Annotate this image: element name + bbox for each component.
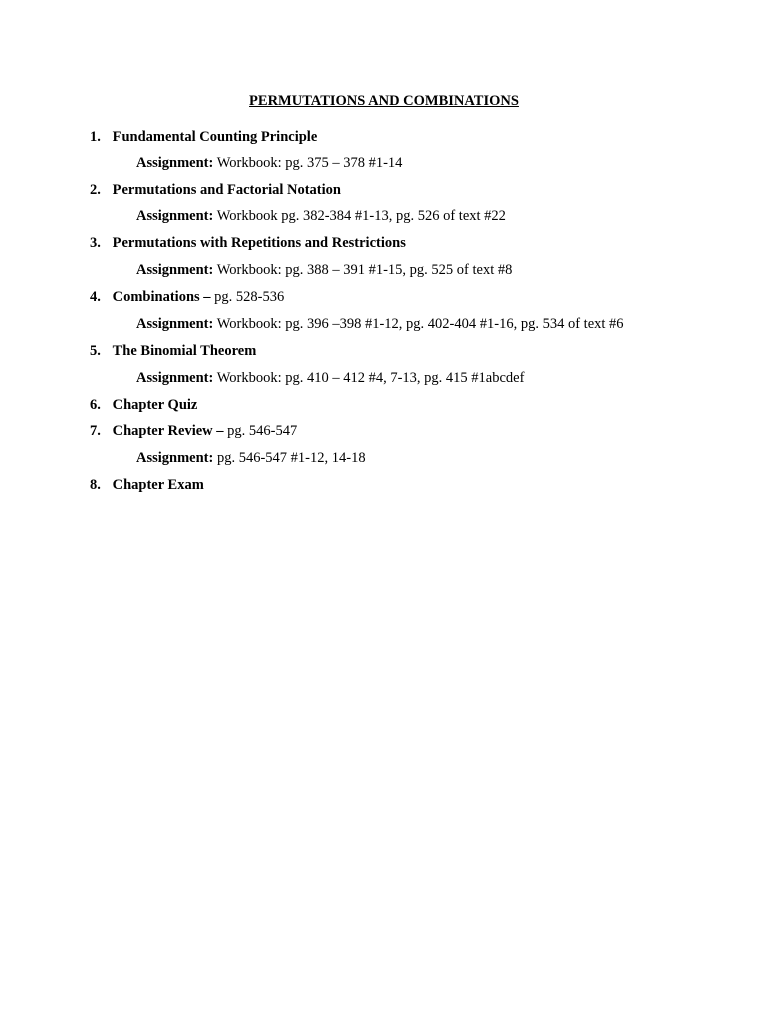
- assignment-label: Assignment:: [136, 155, 214, 171]
- topic-heading: Chapter Exam: [112, 477, 204, 493]
- assignment-label: Assignment:: [136, 316, 214, 332]
- topic-number: 3.: [90, 235, 101, 251]
- assignment-text: Workbook: pg. 388 – 391 #1-15, pg. 525 of text #8: [216, 262, 513, 278]
- assignment-text: Workbook pg. 382-384 #1-13, pg. 526 of text #22: [216, 208, 506, 224]
- topic-heading: Permutations and Factorial Notation: [112, 182, 341, 198]
- assignment-label: Assignment:: [136, 262, 214, 278]
- topic-2: [90, 182, 341, 199]
- topic-6: [90, 397, 197, 414]
- topic-number: 2.: [90, 182, 101, 198]
- assignment-text: pg. 546-547 #1-12, 14-18: [216, 450, 366, 466]
- topic-1: [90, 129, 317, 146]
- topic-heading: The Binomial Theorem: [112, 343, 257, 359]
- topic-heading: Chapter Review –: [112, 423, 224, 439]
- topic-suffix: pg. 528-536: [210, 289, 285, 305]
- topic-number: 7.: [90, 423, 101, 439]
- topic-heading: Fundamental Counting Principle: [112, 129, 318, 145]
- topic-heading: Chapter Quiz: [112, 397, 198, 413]
- topic-number: 4.: [90, 289, 101, 305]
- assignment-1: [136, 155, 402, 172]
- assignment-2: [136, 208, 506, 225]
- assignment-text: Workbook: pg. 396 –398 #1-12, pg. 402-404 #1-16, pg. 534 of text #6: [216, 316, 624, 332]
- topic-7: [90, 423, 297, 440]
- assignment-text: Workbook: pg. 375 – 378 #1-14: [216, 155, 403, 171]
- document-title: PERMUTATIONS AND COMBINATIONS: [249, 93, 519, 109]
- topic-number: 8.: [90, 477, 101, 493]
- topic-8: [90, 477, 204, 494]
- assignment-5: [136, 370, 524, 387]
- assignment-3: [136, 262, 512, 279]
- topic-heading: Permutations with Repetitions and Restrictions: [112, 235, 406, 251]
- topic-number: 1.: [90, 129, 101, 145]
- assignment-label: Assignment:: [136, 370, 214, 386]
- assignment-label: Assignment:: [136, 208, 214, 224]
- topic-number: 5.: [90, 343, 101, 359]
- topic-suffix: pg. 546-547: [223, 423, 298, 439]
- assignment-4: [136, 316, 624, 333]
- assignment-7: [136, 450, 366, 467]
- topic-4: [90, 289, 284, 306]
- assignment-label: Assignment:: [136, 450, 214, 466]
- topic-heading: Combinations –: [112, 289, 211, 305]
- topic-3: [90, 235, 406, 252]
- topic-number: 6.: [90, 397, 101, 413]
- assignment-text: Workbook: pg. 410 – 412 #4, 7-13, pg. 415 #1abcdef: [216, 370, 525, 386]
- topic-5: [90, 343, 256, 360]
